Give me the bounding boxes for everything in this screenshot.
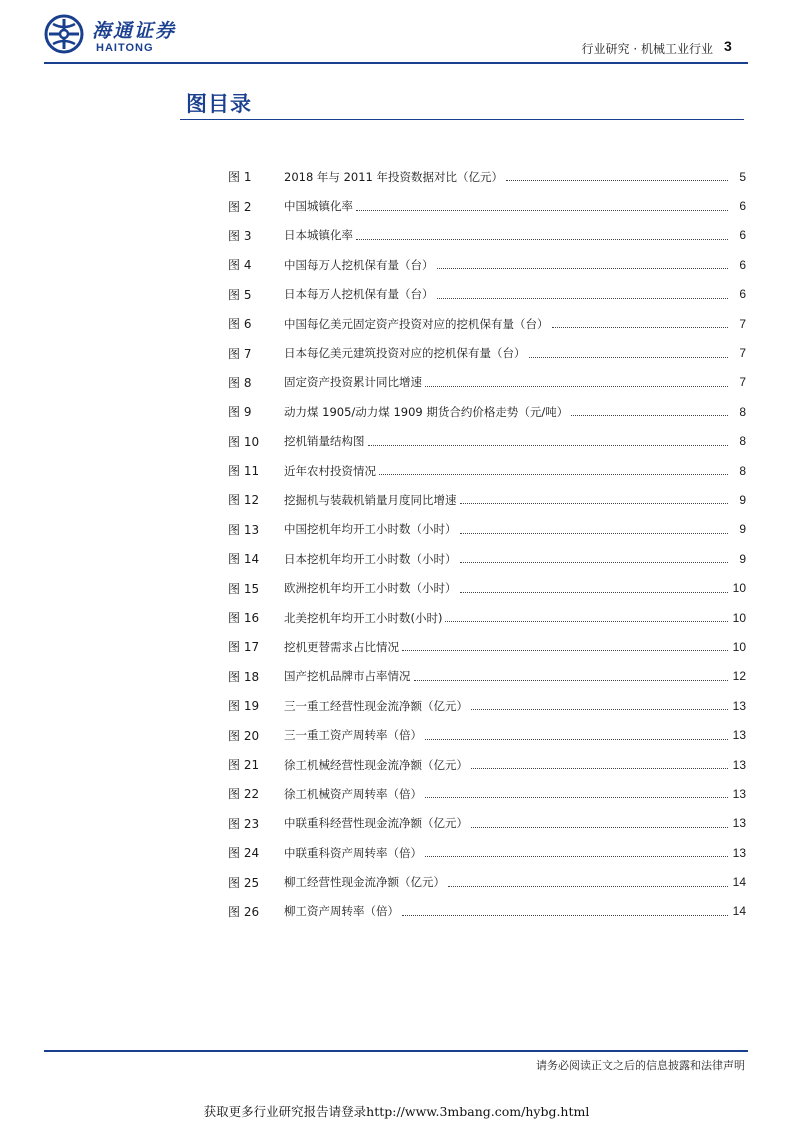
toc-entry-label: 图 18 (228, 669, 260, 684)
toc-entry-page: 6 (739, 228, 746, 243)
toc-entry-page: 13 (732, 728, 746, 743)
toc-entry-title: 日本挖机年均开工小时数（小时） (284, 551, 457, 566)
toc-entry-label: 图 17 (228, 640, 260, 655)
toc-entry-label: 图 3 (228, 228, 252, 243)
toc-entry[interactable] (228, 809, 746, 838)
toc-entry-leader (445, 621, 728, 622)
toc-entry-page: 7 (739, 316, 746, 331)
toc-entry-label: 图 11 (228, 464, 260, 479)
page-number: 3 (724, 38, 732, 54)
toc-entry-label: 图 19 (228, 699, 260, 714)
disclaimer-note: 请务必阅读正文之后的信息披露和法律声明 (536, 1059, 745, 1072)
toc-entry-leader (460, 562, 729, 563)
toc-entry[interactable] (228, 897, 746, 926)
toc-entry[interactable] (228, 456, 746, 485)
toc-entry[interactable] (228, 338, 746, 367)
toc-entry-title: 挖机销量结构图 (284, 434, 365, 449)
toc-entry[interactable] (228, 573, 746, 602)
toc-entry-title: 欧洲挖机年均开工小时数（小时） (284, 581, 457, 596)
toc-entry-title: 挖掘机与装载机销量月度同比增速 (284, 492, 457, 507)
toc-entry-label: 图 5 (228, 287, 252, 302)
toc-entry[interactable] (228, 691, 746, 720)
toc-entry-label: 图 26 (228, 904, 260, 919)
toc-entry-leader (356, 210, 728, 211)
toc-entry-page: 7 (739, 346, 746, 361)
toc-entry-page: 9 (739, 551, 746, 566)
toc-entry-leader (414, 680, 729, 681)
toc-entry-title: 日本城镇化率 (284, 228, 353, 243)
toc-entry-label: 图 6 (228, 317, 252, 332)
brand-logo (44, 14, 194, 58)
toc-entry-label: 图 7 (228, 346, 252, 361)
toc-entry[interactable] (228, 368, 746, 397)
toc-entry[interactable] (228, 280, 746, 309)
toc-entry-page: 13 (732, 698, 746, 713)
toc-entry-label: 图 25 (228, 875, 260, 890)
toc-entry-leader (506, 180, 728, 181)
toc-entry-page: 5 (739, 169, 746, 184)
toc-entry-title: 三一重工资产周转率（倍） (284, 728, 422, 743)
toc-entry-leader (425, 797, 728, 798)
toc-entry-page: 8 (739, 463, 746, 478)
toc-entry-page: 13 (732, 845, 746, 860)
toc-entry[interactable] (228, 515, 746, 544)
toc-entry-leader (571, 415, 728, 416)
toc-entry-page: 6 (739, 199, 746, 214)
toc-entry-leader (460, 592, 729, 593)
toc-entry[interactable] (228, 309, 746, 338)
toc-entry-title: 北美挖机年均开工小时数(小时) (284, 610, 443, 625)
toc-entry-title: 三一重工经营性现金流净额（亿元） (284, 698, 468, 713)
toc-entry-label: 图 1 (228, 170, 252, 185)
figure-list (228, 162, 746, 926)
toc-entry-label: 图 2 (228, 199, 252, 214)
toc-entry-page: 9 (739, 522, 746, 537)
toc-entry[interactable] (228, 867, 746, 896)
toc-entry-label: 图 10 (228, 434, 260, 449)
toc-entry-page: 9 (739, 492, 746, 507)
toc-entry-leader (368, 445, 729, 446)
brand-name-en: HAITONG (96, 42, 154, 54)
toc-entry-page: 6 (739, 287, 746, 302)
toc-entry-leader (425, 386, 728, 387)
header-divider (44, 62, 748, 64)
toc-entry-leader (471, 768, 728, 769)
toc-entry-title: 柳工资产周转率（倍） (284, 904, 399, 919)
toc-entry-leader (471, 827, 728, 828)
toc-entry-title: 中国挖机年均开工小时数（小时） (284, 522, 457, 537)
toc-entry[interactable] (228, 221, 746, 250)
footer-divider (44, 1050, 748, 1052)
toc-entry-title: 固定资产投资累计同比增速 (284, 375, 422, 390)
toc-entry[interactable] (228, 544, 746, 573)
toc-entry-title: 柳工经营性现金流净额（亿元） (284, 875, 445, 890)
toc-entry-leader (552, 327, 729, 328)
toc-entry[interactable] (228, 191, 746, 220)
toc-entry-title: 国产挖机品牌市占率情况 (284, 669, 411, 684)
toc-entry[interactable] (228, 779, 746, 808)
toc-entry-label: 图 23 (228, 816, 260, 831)
toc-entry[interactable] (228, 720, 746, 749)
toc-entry-label: 图 21 (228, 758, 260, 772)
toc-entry-leader (437, 268, 729, 269)
toc-entry-title: 动力煤 1905/动力煤 1909 期货合约价格走势（元/吨） (284, 404, 569, 419)
toc-entry-leader (402, 915, 728, 916)
toc-entry-page: 14 (732, 875, 746, 890)
toc-entry-label: 图 15 (228, 581, 260, 596)
toc-entry-title: 中国每万人挖机保有量（台） (284, 257, 434, 272)
header-section: 行业研究 · 机械工业行业 (581, 42, 713, 56)
toc-entry-title: 日本每亿美元建筑投资对应的挖机保有量（台） (284, 346, 526, 361)
toc-entry-leader (425, 739, 728, 740)
toc-entry-label: 图 12 (228, 493, 260, 508)
toc-entry-leader (437, 298, 729, 299)
toc-entry-leader (460, 503, 729, 504)
toc-entry-page: 10 (732, 581, 746, 596)
toc-entry-title: 2018 年与 2011 年投资数据对比（亿元） (284, 169, 503, 184)
toc-entry-page: 6 (739, 257, 746, 272)
toc-entry-page: 10 (732, 610, 746, 625)
toc-entry[interactable] (228, 162, 746, 191)
toc-entry-label: 图 20 (228, 728, 260, 743)
toc-entry-label: 图 24 (228, 846, 260, 861)
toc-entry-title: 近年农村投资情况 (284, 463, 376, 478)
toc-entry[interactable] (228, 750, 746, 779)
toc-entry-page: 8 (739, 404, 746, 419)
toc-entry-label: 图 16 (228, 611, 260, 626)
toc-entry-title: 徐工机械资产周转率（倍） (284, 786, 422, 801)
title-divider (180, 119, 744, 120)
download-note: 获取更多行业研究报告请登录http://www.3mbang.com/hybg.html (203, 1104, 590, 1119)
toc-entry-title: 中联重科经营性现金流净额（亿元） (284, 816, 468, 831)
toc-entry-label: 图 14 (228, 552, 260, 567)
toc-entry-page: 13 (732, 786, 746, 801)
toc-entry-leader (460, 533, 729, 534)
toc-entry-title: 日本每万人挖机保有量（台） (284, 287, 434, 302)
toc-entry-page: 7 (739, 375, 746, 390)
toc-entry-page: 10 (732, 639, 746, 654)
toc-entry-label: 图 13 (228, 522, 260, 537)
toc-entry-title: 中联重科资产周转率（倍） (284, 845, 422, 860)
toc-entry-page: 12 (732, 669, 746, 684)
toc-entry-leader (448, 886, 728, 887)
toc-entry-title: 挖机更替需求占比情况 (284, 639, 399, 654)
toc-entry-title: 中国每亿美元固定资产投资对应的挖机保有量（台） (284, 316, 549, 331)
toc-entry-label: 图 4 (228, 258, 252, 273)
toc-entry[interactable] (228, 250, 746, 279)
toc-entry-title: 中国城镇化率 (284, 199, 353, 214)
toc-entry[interactable] (228, 632, 746, 661)
haitong-logo-icon (44, 14, 84, 54)
toc-entry-leader (425, 856, 728, 857)
toc-entry-leader (379, 474, 728, 475)
toc-entry-leader (471, 709, 728, 710)
toc-entry-page: 13 (732, 757, 746, 772)
toc-entry[interactable] (228, 838, 746, 867)
toc-entry[interactable] (228, 485, 746, 514)
toc-entry-label: 图 9 (228, 405, 252, 420)
toc-entry-leader (402, 650, 728, 651)
toc-entry-page: 14 (732, 904, 746, 919)
brand-name-cn: 海通证券 (92, 20, 177, 42)
toc-entry-label: 图 8 (228, 375, 252, 390)
toc-entry[interactable] (228, 397, 746, 426)
toc-entry-page: 13 (732, 816, 746, 831)
page-title: 图目录 (186, 92, 252, 116)
toc-entry-title: 徐工机械经营性现金流净额（亿元） (284, 757, 468, 772)
toc-entry[interactable] (228, 662, 746, 691)
toc-entry-page: 8 (739, 434, 746, 449)
toc-entry[interactable] (228, 603, 746, 632)
toc-entry-label: 图 22 (228, 787, 260, 802)
toc-entry-leader (529, 357, 729, 358)
toc-entry-leader (356, 239, 728, 240)
toc-entry[interactable] (228, 427, 746, 456)
